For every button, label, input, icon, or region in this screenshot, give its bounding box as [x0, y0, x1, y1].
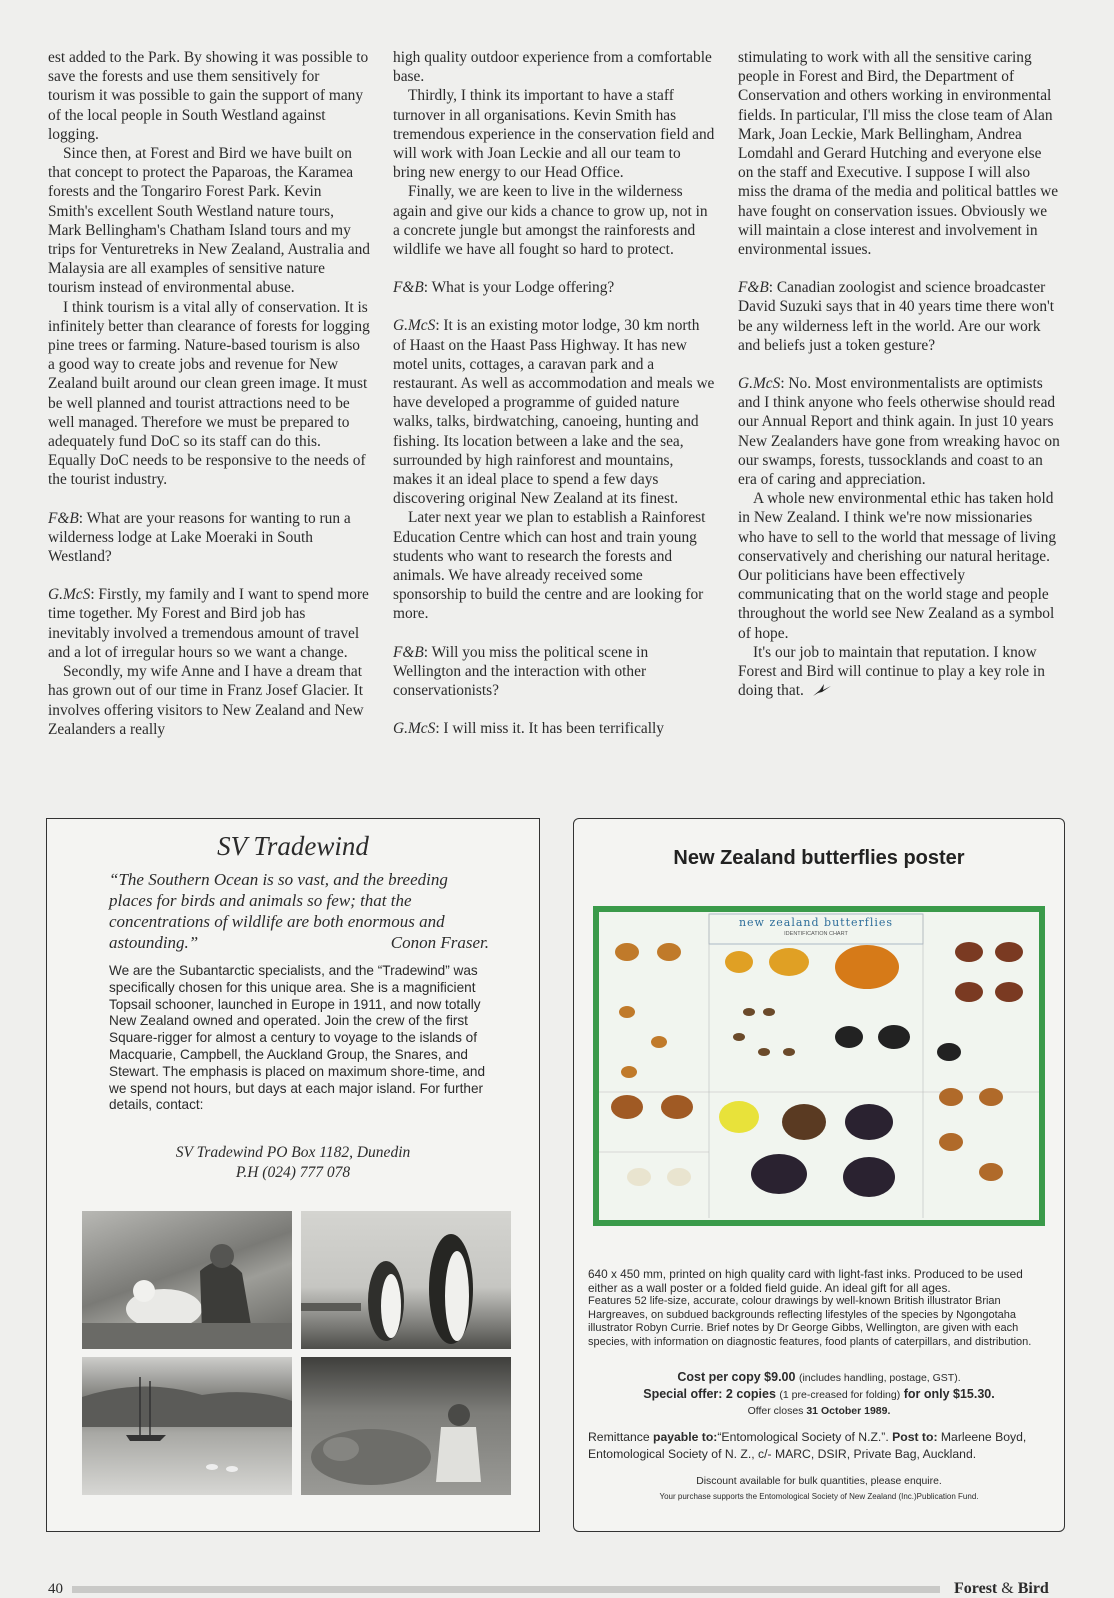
discount-text: Discount available for bulk quantities, please enquire. [696, 1476, 942, 1487]
col3-question [738, 278, 1060, 355]
support-text: Your purchase supports the Entomological Society of New Zealand (Inc.)Publication Fund. [659, 1492, 979, 1501]
butterfly-grid-icon [599, 912, 1039, 1220]
question-text: : Will you miss the political scene in Wellington and the interaction with other conservationists? [393, 643, 649, 700]
interviewee-label: G.McS [48, 586, 91, 604]
col1-question [48, 509, 370, 567]
poster-subheading: IDENTIFICATION CHART [784, 931, 848, 937]
remit-post: Post to: [892, 1430, 938, 1444]
photo-sea-lions-with-person [301, 1357, 511, 1495]
butterflies-remittance [588, 1429, 1050, 1463]
butterflies-description [588, 1267, 1050, 1349]
sea-lion-photo-icon [301, 1357, 511, 1495]
article-column-1 [48, 48, 370, 739]
col2-answer-1 [393, 316, 715, 508]
interviewer-label: F&B [738, 279, 769, 297]
bird-end-mark-icon [812, 683, 832, 697]
article-column-3 [738, 48, 1060, 701]
brand-word-forest: Forest [954, 1580, 998, 1597]
schooner-photo-icon [82, 1357, 292, 1495]
brand-ampersand: & [1001, 1580, 1014, 1597]
contact-address: SV Tradewind PO Box 1182, Dunedin [175, 1144, 411, 1161]
remit-address: Marleene Boyd, Entomological Society of N. Z., c/- MARC, DSIR, Private Bag, Auckland. [588, 1430, 1027, 1461]
poster-inner [599, 912, 1039, 1220]
page-number: 40 [48, 1581, 63, 1597]
offer-label: Special offer: 2 copies [643, 1387, 776, 1401]
brand-word-bird: Bird [1017, 1580, 1049, 1597]
offer-closing [574, 1403, 1064, 1419]
col3-answer [738, 374, 1060, 489]
photo-schooner-at-anchor [82, 1357, 292, 1495]
closing-text: It's our job to maintain that reputation. I know Forest and Bird will continue to play a key role in doing that. [738, 643, 1045, 700]
interviewer-label: F&B [393, 643, 424, 661]
quote-author: Conon Fraser. [390, 933, 489, 952]
col2-question-2 [393, 643, 715, 701]
quote-text: “The Southern Ocean is so vast, and the breeding places for birds and animals so few; that the concentrations of wildlife are both enormous and astounding.” [109, 870, 448, 952]
tradewind-quote [109, 869, 489, 953]
offer-close-prefix: Offer closes [747, 1405, 804, 1417]
col1-paragraph-3: I think tourism is a vital ally of conservation. It is infinitely better than clearance of forests for logging pine trees or farming. Nature-based tourism is also a good way to create jobs and revenue for New Zealand built around our clean green image. It must be well planned and tourist attractions need to be well managed. Therefore we must be prepared to adequately fund DoC so its staff can do this. Equally DoC needs to be responsive to the needs of the tourist industry. [48, 298, 370, 489]
albatross-photo-icon [82, 1211, 292, 1349]
col2-paragraph-3: Finally, we are keen to live in the wilderness again and give our kids a chance to grow up, not in a concrete jungle but amongst the rainforests and wildlife we have all fought so hard to protect. [393, 183, 708, 259]
footer-rule [72, 1586, 940, 1593]
tradewind-title: SV Tradewind [217, 831, 369, 861]
question-text: : What is your Lodge offering? [423, 279, 615, 297]
col1-paragraph-2: Since then, at Forest and Bird we have built on that concept to protect the Paparoas, the Karamea forests and the Tongariro Forest Park. Kevin Smith's excellent South Westland nature tours, Mark Bellingham's Chatham Island tours and my trips for Venturetreks in New Zealand, Australia and Malaysia are all examples of sensitive nature tourism instead of environmental abuse. [48, 145, 370, 297]
butterflies-title: New Zealand butterflies poster [673, 847, 965, 869]
offer-note: (1 pre-creased for folding) [779, 1389, 901, 1401]
col2-question-1 [393, 278, 715, 297]
col3-paragraph-3 [738, 643, 1060, 701]
description-features: Features 52 life-size, accurate, colour drawings by well-known British illustrator Brian Hargreaves, on subdued backgrounds reflecting lifestyles of the species by Ngongotaha illustrator Robyn Currie. Brief notes by Dr George Gibbs, Wellington, are given with each species, with information on diagnostic features, food plants of caterpillars, and distribution. [588, 1295, 1032, 1348]
answer-text: : Firstly, my family and I want to spend more time together. My Forest and Bird job has inevitably involved a tremendous amount of travel and a lot of irregular hours so we want a change. [48, 586, 369, 661]
tradewind-contact [47, 1143, 539, 1183]
magazine-brand [954, 1580, 1049, 1598]
col3-paragraph-2: A whole new environmental ethic has taken hold in New Zealand. I think we're now missionaries who have to sell to the world that message of living conservatively and cherishing our natural heritage. Our politicians have been effectively communicating that on the world stage and people throughout the world see New Zealand as a symbol of hope. [738, 490, 1057, 642]
question-text: : Canadian zoologist and science broadcaster David Suzuki says that in 40 years time there won't be any wilderness left in the world. Are our work and beliefs just a token gesture? [738, 279, 1055, 354]
col2-paragraph-1: high quality outdoor experience from a comfortable base. [393, 49, 712, 86]
interviewee-label: G.McS [393, 720, 436, 738]
tradewind-body: We are the Subantarctic specialists, and the “Tradewind” was specifically chosen for this unique area. She is a magnificient Topsail schooner, launched in Europe in 1911, and now totally New Zealand owned and operated. Join the crew of the first Square-rigger for almost a century to voyage to the islands of Macquarie, Campbell, the Auckland Group, the Snares, and Stewart. The emphasis is placed on maximum shore-time, and we spend not hours, but days at each major island. For further details, contact: [109, 963, 486, 1113]
col2-paragraph-4: Later next year we plan to establish a Rainforest Education Centre which can host and train young students who want to research the forests and animals. We have already received some sponsorship to build the centre and are looking for more. [393, 509, 706, 623]
interviewee-label: G.McS [393, 317, 436, 335]
article-column-2 [393, 48, 715, 739]
col2-paragraph-2: Thirdly, I think its important to have a staff turnover in all organisations. Kevin Smith has tremendous experience in the conservation field and will work with Joan Leckie and all our team to bring new energy to our Head Office. [393, 87, 715, 182]
butterflies-discount [574, 1474, 1064, 1504]
photo-albatross-with-person [82, 1211, 292, 1349]
poster-heading: new zealand butterflies [738, 916, 894, 929]
penguin-photo-icon [301, 1211, 511, 1349]
answer-text: : No. Most environmentalists are optimists and I think anyone who feels otherwise should read our Annual Report and think again. In just 10 years New Zealanders have gone from wreaking havoc on our swamps, forests, tussocklands and coast to an era of caring and appreciation. [738, 375, 1060, 489]
photo-king-penguins [301, 1211, 511, 1349]
remit-payee: “Entomological Society of N.Z.”. [717, 1430, 889, 1444]
contact-phone: P.H (024) 777 078 [235, 1164, 351, 1181]
butterflies-poster-image [593, 906, 1045, 1226]
remit-payable: payable to: [653, 1430, 718, 1444]
butterflies-pricing [574, 1369, 1064, 1419]
cost-line [574, 1369, 1064, 1386]
cost-label: Cost per copy $9.00 [677, 1370, 796, 1384]
col1-paragraph-1: est added to the Park. By showing it was possible to save the forests and use them sensitively for tourism it was possible to gain the support of many of the local people in South Westland against logging. [48, 49, 369, 143]
offer-line [574, 1386, 1064, 1403]
question-text: : What are your reasons for wanting to run a wilderness lodge at Lake Moeraki in South Westland? [48, 509, 351, 566]
interviewee-label: G.McS [738, 375, 781, 393]
interviewer-label: F&B [393, 279, 424, 297]
butterflies-poster-advert [573, 818, 1065, 1532]
col1-paragraph-4: Secondly, my wife Anne and I have a dream that has grown out of our time in Franz Josef Glacier. It involves offering visitors to New Zealand and New Zealanders a really [48, 663, 364, 738]
offer-price: for only $15.30. [903, 1387, 995, 1401]
answer-text: : I will miss it. It has been terrifically [435, 720, 664, 738]
interviewer-label: F&B [48, 509, 79, 527]
answer-text: : It is an existing motor lodge, 30 km north of Haast on the Haast Pass Highway. It has new motel units, cottages, a caravan park and a restaurant. As well as accommodation and meals we have developed a programme of guided nature walks, talks, birdwatching, canoeing, hunting and fishing. Its location between a lake and the sea, surrounded by high rainforest and mountains, makes it an ideal place to spend a few days discovering original New Zealand at its finest. [393, 317, 715, 508]
description-size: 640 x 450 mm, printed on high quality card with light-fast inks. Produced to be used either as a wall poster or a folded field guide. An ideal gift for all ages. [588, 1267, 1023, 1296]
offer-close-date: 31 October 1989. [806, 1405, 891, 1417]
remit-prefix: Remittance [588, 1430, 650, 1444]
cost-note: (includes handling, postage, GST). [798, 1372, 961, 1384]
tradewind-advert [46, 818, 540, 1532]
col3-paragraph-1: stimulating to work with all the sensitive caring people in Forest and Bird, the Department of Conservation and others working in environmental fields. In particular, I'll miss the close team of Alan Mark, Joan Leckie, Mark Bellingham, Andrea Lomdahl and Gerard Hutching and everyone else on the staff and Executive. I suppose I will also miss the drama of the media and political battles we have fought on conservation issues. Obviously we will maintain a close interest and involvement in environmental issues. [738, 49, 1059, 259]
col1-answer [48, 585, 370, 662]
col2-answer-2 [393, 719, 715, 738]
